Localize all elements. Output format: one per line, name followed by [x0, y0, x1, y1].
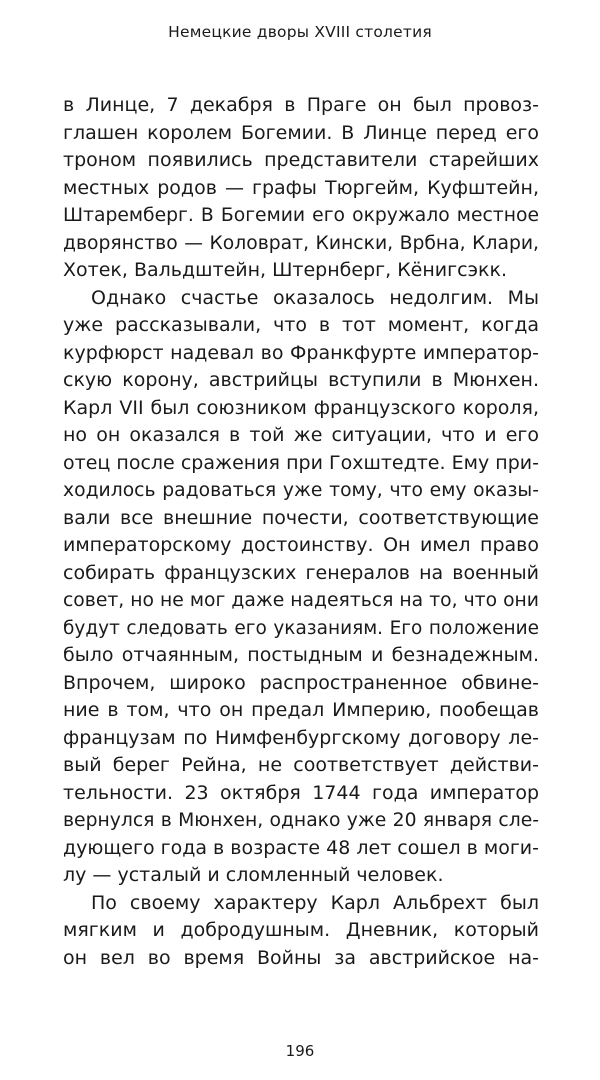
text-line: в Линце, 7 декабря в Праге он был провоз-	[63, 94, 539, 116]
text-line: было отчаянным, постыдным и безнадежным.	[63, 644, 539, 666]
paragraph-1	[63, 92, 539, 285]
text-line: ходилось радоваться уже тому, что ему оказы-	[63, 480, 539, 501]
text-line: вый берег Рейна, не соответствует действи-	[63, 754, 539, 776]
text-line: дворянство — Коловрат, Кински, Врбна, Клари,	[63, 232, 539, 254]
page-number: 196	[285, 1042, 315, 1060]
text-line: Впрочем, широко распространенное обвине-	[63, 671, 539, 694]
text-line: Штаремберг. В Богемии его окружало местное	[63, 205, 539, 226]
body-text	[63, 92, 539, 972]
text-line: По своему характеру Карл Альбрехт был	[91, 891, 539, 914]
text-line: курфюрст надевал во Франкфурте император-	[63, 341, 539, 364]
text-line: ние в том, что он предал Империю, пообещав	[63, 699, 539, 721]
text-line: императорскому достоинству. Он имел право	[63, 534, 539, 556]
text-line: уже рассказывали, что в тот момент, когда	[63, 314, 539, 336]
text-line: глашен королем Богемии. В Линце перед его	[63, 121, 539, 144]
text-line: тельности. 23 октября 1744 года император	[63, 781, 539, 804]
paragraph-2	[63, 285, 539, 890]
text-line: французам по Нимфенбургскому договору ле-	[63, 726, 539, 749]
text-line: лу — усталый и сломленный человек.	[63, 864, 444, 886]
text-line: вали все внешние почести, соответствующие	[63, 506, 539, 529]
text-line: совет, но не мог даже надеяться на то, что они	[63, 590, 539, 611]
text-line: будут следовать его указаниям. Его положение	[63, 617, 539, 639]
text-line: Однако счастье оказалось недолгим. Мы	[91, 286, 539, 309]
text-line: скую корону, австрийцы вступили в Мюнхен.	[63, 369, 539, 391]
text-line: он вел во время Войны за австрийское на-	[63, 946, 539, 969]
text-line: троном появились представители старейших	[63, 149, 539, 171]
text-line: мягким и добродушным. Дневник, который	[63, 919, 539, 941]
running-head: Немецкие дворы XVIII столетия	[168, 23, 432, 41]
text-line: местных родов — графы Тюргейм, Куфштейн,	[63, 176, 539, 199]
text-line: Карл VII был союзником французского короля,	[63, 396, 539, 419]
text-line: но он оказался в той же ситуации, что и его	[63, 424, 539, 446]
text-line: собирать французских генералов на военный	[63, 561, 539, 584]
text-line: отец после сражения при Гохштедте. Ему при-	[63, 451, 539, 474]
text-line: дующего года в возрасте 48 лет сошел в моги-	[63, 836, 540, 859]
text-line: вернулся в Мюнхен, однако уже 20 января сле-	[63, 810, 539, 831]
paragraph-3	[63, 890, 539, 973]
text-line: Хотек, Вальдштейн, Штернберг, Кёнигсэкк.	[63, 259, 507, 281]
